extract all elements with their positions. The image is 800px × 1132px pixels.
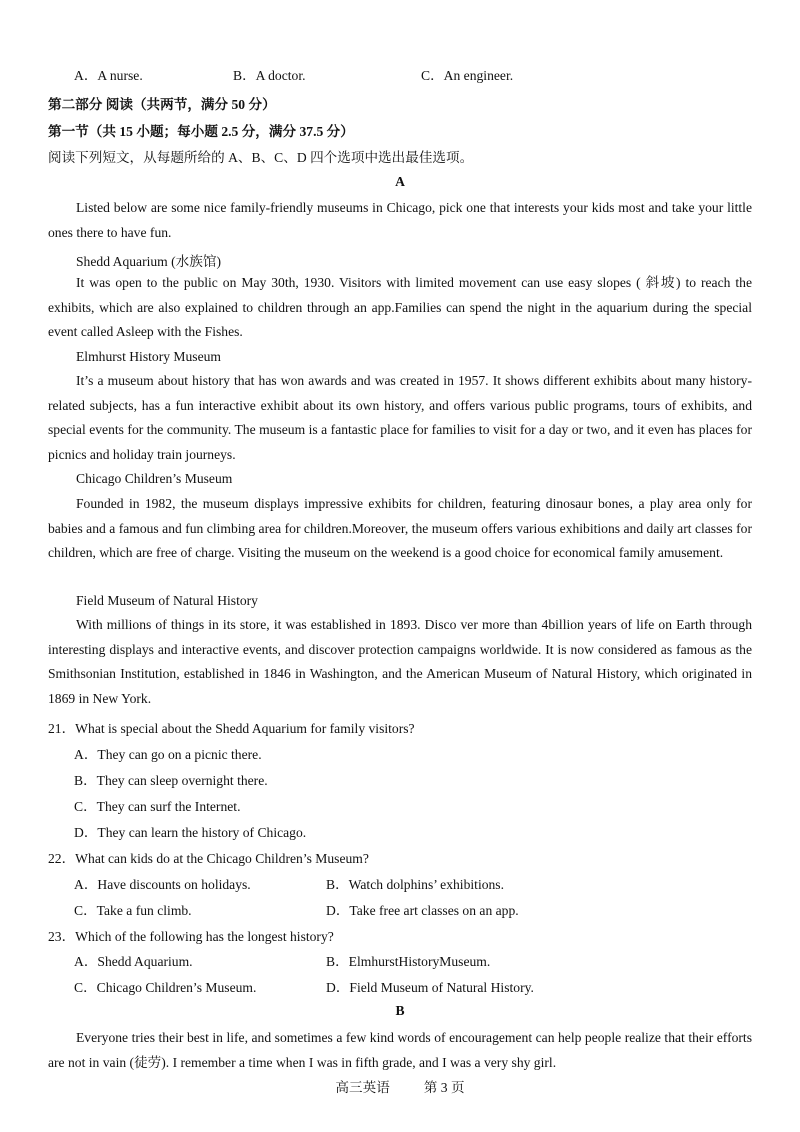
question-23-option-d: D．Field Museum of Natural History. [326,980,534,995]
section-heading: 第二部分 阅读（共两节，满分 50 分） [48,97,276,112]
passage-b-text: Everyone tries their best in life, and sometimes a few kind words of encouragement can help people realize that their efforts are not in vain (徒劳). I remember a time when I was in fifth grade, and I was a very shy girl. [48,1030,752,1070]
question-21-option-c: C．They can surf the Internet. [74,799,241,814]
question-22: 22．What can kids do at the Chicago Children’s Museum? [48,851,369,866]
museum-name-childrens: Chicago Children’s Museum [76,471,233,486]
question-23-option-b: B．ElmhurstHistoryMuseum. [326,954,491,969]
question-22-option-a: A．Have discounts on holidays. [74,877,251,892]
museum-text-shedd: It was open to the public on May 30th, 1930. Visitors with limited movement can use easy slopes ( 斜坡) to reach the exhibits, which are also explained to children through an app.Families can spend the night in the aquarium during the special event called Asleep with the Fishes. [48,275,752,339]
museum-name-elmhurst: Elmhurst History Museum [76,349,221,364]
question-23: 23．Which of the following has the longest history? [48,929,334,944]
museum-text-field: With millions of things in its store, it was established in 1893. Disco ver more than 4billion years of life on Earth through interesting displays and interactive events, and discover protection campaigns worldwide. It is now considered as famous as the Smithsonian Institution, established in 1846 in Washington, and the American Museum of Natural History, which originated in 1869 in New York. [48,617,752,706]
question-23-option-a: A．Shedd Aquarium. [74,954,193,969]
instructions: 阅读下列短文，从每题所给的 A、B、C、D 四个选项中选出最佳选项。 [48,150,474,165]
museum-text-childrens: Founded in 1982, the museum displays impressive exhibits for children, featuring dinosaur bones, a play area only for babies and a famous and fun climbing area for children.Moreover, the museum offers various exhibitions and daily art classes for children, which are free of charge. Visiting the museum on the weekend is a good choice for economical family amusement. [48,496,752,560]
question-23-option-c: C．Chicago Children’s Museum. [74,980,257,995]
option-c: C．An engineer. [421,68,514,83]
page-footer [0,1076,800,1096]
question-21-option-a: A．They can go on a picnic there. [74,747,262,762]
footer-page-number: 第 3 页 [423,1080,465,1095]
subsection-heading: 第一节（共 15 小题；每小题 2.5 分，满分 37.5 分） [48,124,354,139]
passage-a-letter: A [395,174,405,189]
option-b: B．A doctor. [233,68,306,83]
previous-question-options [0,64,800,84]
museum-text-elmhurst: It’s a museum about history that has won awards and was created in 1957. It shows different exhibits about many history-related subjects, has a fun interactive exhibit about its own history, and offers various public programs, tours of exhibits, and special events for the community. The museum is a fantastic place for families to visit for a day or two, and it even has places for picnics and holiday train journeys. [48,373,752,462]
question-21-option-d: D．They can learn the history of Chicago. [74,825,307,840]
passage-a-intro: Listed below are some nice family-friendly museums in Chicago, pick one that interests your kids most and take your little ones there to have fun. [48,200,752,240]
question-22-option-d: D．Take free art classes on an app. [326,903,519,918]
footer-subject: 高三英语 [335,1080,390,1095]
option-a: A．A nurse. [74,68,143,83]
question-21-option-b: B．They can sleep overnight there. [74,773,268,788]
museum-name-shedd: Shedd Aquarium (水族馆) [76,254,221,269]
passage-b-letter: B [395,1003,405,1018]
question-22-option-c: C．Take a fun climb. [74,903,192,918]
question-21: 21．What is special about the Shedd Aquarium for family visitors? [48,721,415,736]
museum-name-field: Field Museum of Natural History [76,593,258,608]
question-22-option-b: B．Watch dolphins’ exhibitions. [326,877,504,892]
